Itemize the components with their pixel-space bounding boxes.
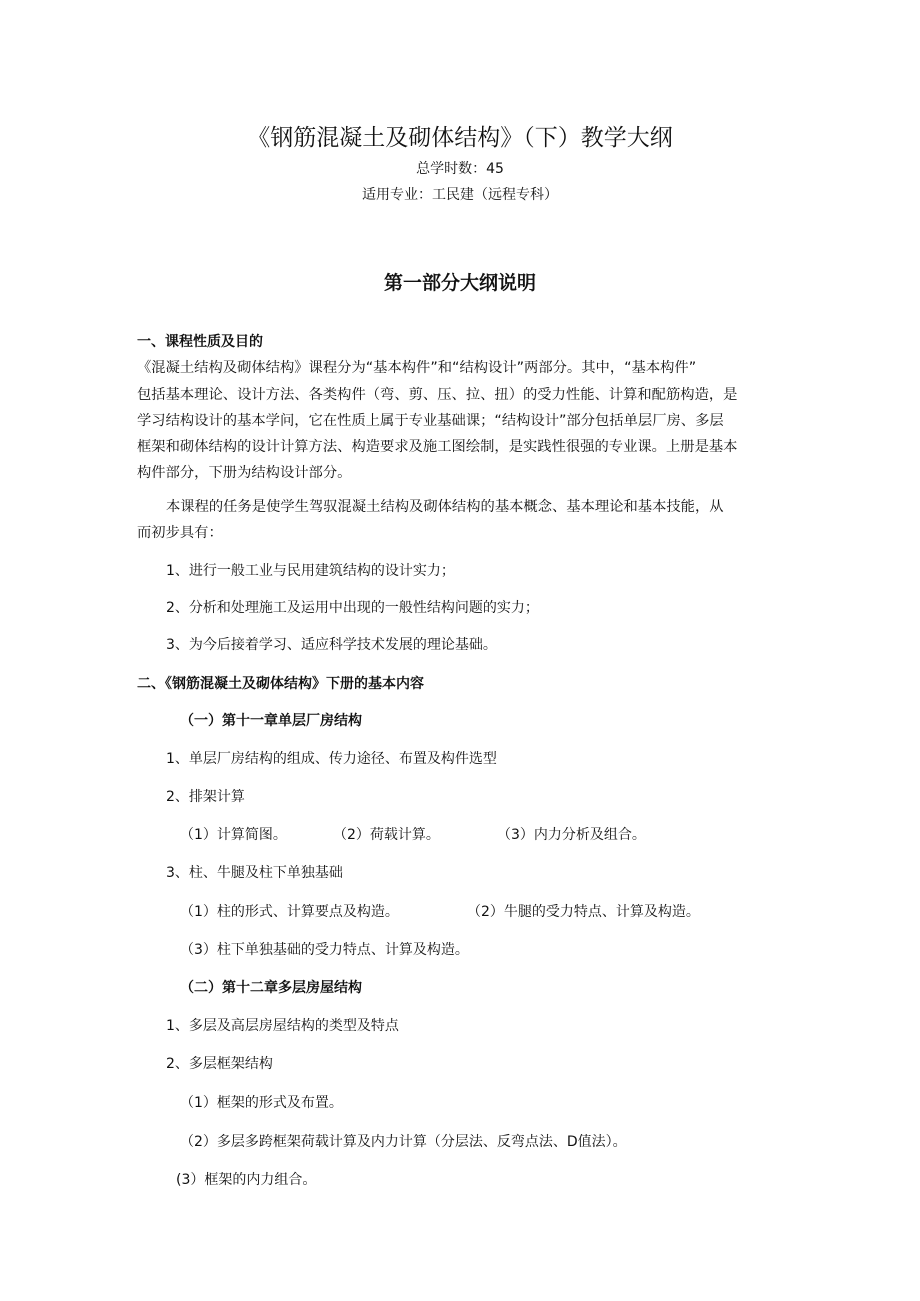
section1-heading: 一、课程性质及目的	[137, 334, 263, 350]
paragraph-line: 包括基本理论、设计方法、各类构件（弯、剪、压、拉、扭）的受力性能、计算和配筋构造，是	[137, 387, 738, 403]
part-one-title: 第一部分大纲说明	[383, 272, 536, 294]
chapter12-title: （二）第十二章多层房屋结构	[180, 980, 362, 996]
total-hours: 总学时数：45	[416, 161, 504, 177]
applicable-major: 适用专业：工民建（远程专科）	[362, 187, 558, 203]
chapter12-item-2-sub-2: （2）多层多跨框架荷载计算及内力计算（分层法、反弯点法、D值法）。	[180, 1134, 627, 1150]
paragraph-line: 而初步具有：	[137, 525, 223, 541]
chapter11-title: （一）第十一章单层厂房结构	[180, 713, 362, 729]
chapter11-item-3: 3、柱、牛腿及柱下单独基础	[166, 865, 343, 881]
chapter11-item-1: 1、单层厂房结构的组成、传力途径、布置及构件选型	[166, 751, 497, 767]
chapter11-item-3-sub-3: （3）柱下单独基础的受力特点、计算及构造。	[180, 942, 469, 958]
chapter12-item-1: 1、多层及高层房屋结构的类型及特点	[166, 1018, 399, 1034]
paragraph-line: 学习结构设计的基本学问，它在性质上属于专业基础课；“结构设计”部分包括单层厂房、多层	[137, 413, 724, 429]
objective-item-3: 3、为今后接着学习、适应科学技术发展的理论基础。	[166, 637, 497, 653]
chapter12-item-2-sub-3: (3）框架的内力组合。	[176, 1172, 317, 1188]
paragraph-line: 《混凝土结构及砌体结构》课程分为“基本构件”和“结构设计”两部分。其中，“基本构件”	[137, 360, 697, 376]
document-title: 《钢筋混凝土及砌体结构》（下）教学大纲	[247, 125, 673, 151]
chapter11-item-2-sub-3: （3）内力分析及组合。	[497, 827, 646, 843]
objective-item-2: 2、分析和处理施工及运用中出现的一般性结构问题的实力；	[166, 600, 539, 616]
paragraph-line: 构件部分，下册为结构设计部分。	[137, 465, 352, 481]
chapter11-item-3-sub-2: （2）牛腿的受力特点、计算及构造。	[467, 904, 700, 920]
section2-heading: 二、《钢筋混凝土及砌体结构》下册的基本内容	[137, 676, 424, 692]
chapter11-item-2: 2、排架计算	[166, 789, 245, 805]
objective-item-1: 1、进行一般工业与民用建筑结构的设计实力；	[166, 563, 455, 579]
chapter12-item-2: 2、多层框架结构	[166, 1056, 273, 1072]
paragraph-line: 框架和砌体结构的设计计算方法、构造要求及施工图绘制，是实践性很强的专业课。上册是基本	[137, 439, 738, 455]
chapter12-item-2-sub-1: （1）框架的形式及布置。	[180, 1095, 343, 1111]
chapter11-item-3-sub-1: （1）柱的形式、计算要点及构造。	[180, 904, 399, 920]
paragraph-line: 本课程的任务是使学生驾驭混凝土结构及砌体结构的基本概念、基本理论和基本技能，从	[166, 499, 724, 515]
chapter11-item-2-sub-1: （1）计算简图。	[180, 827, 287, 843]
chapter11-item-2-sub-2: （2）荷载计算。	[333, 827, 440, 843]
